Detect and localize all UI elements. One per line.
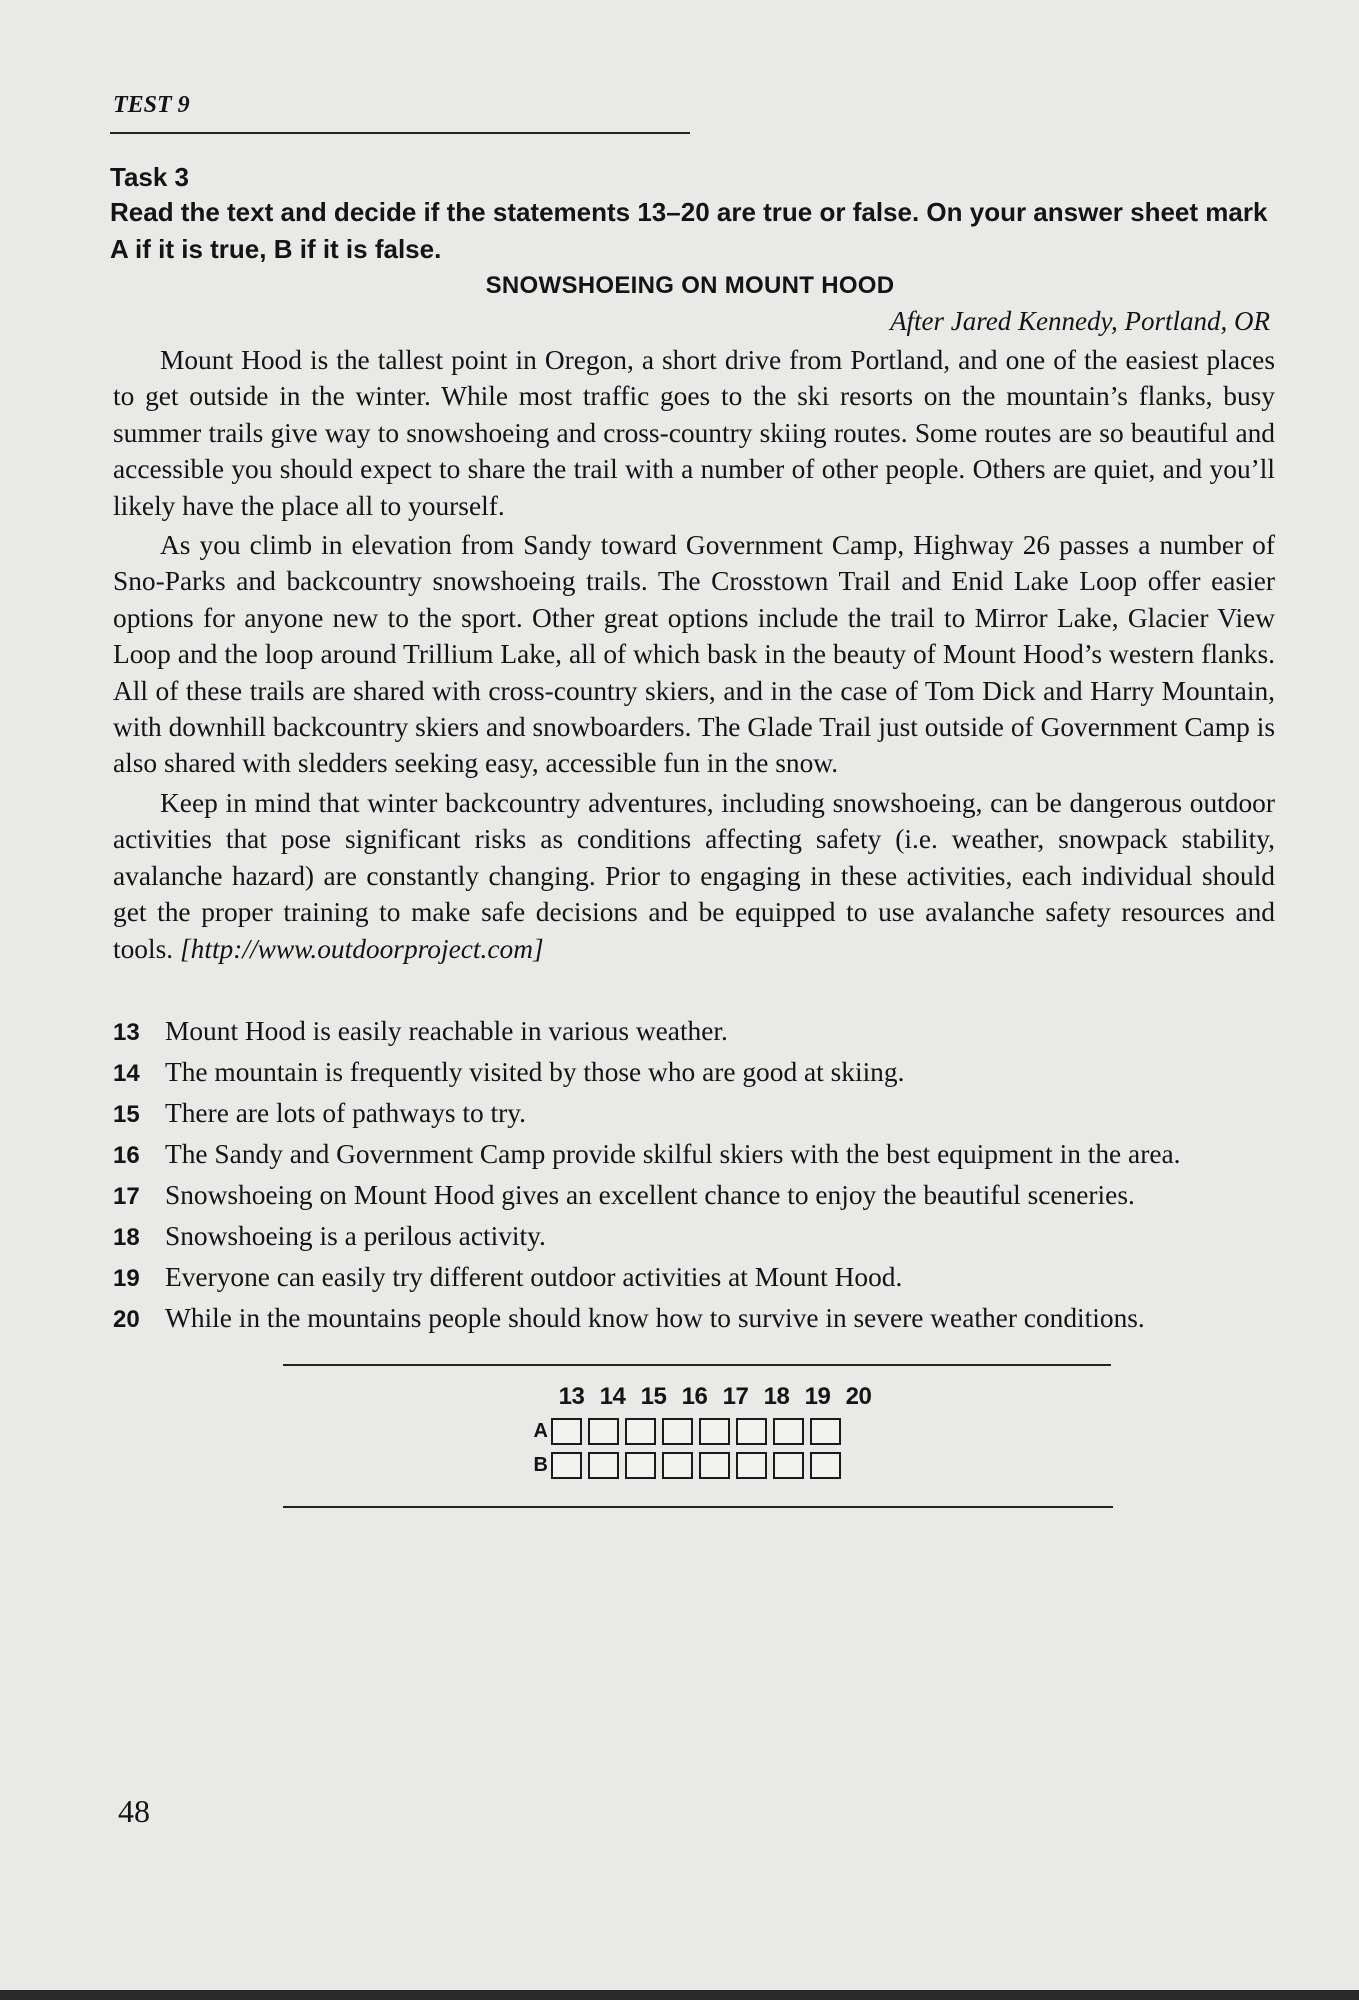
statement-number: 19 [113, 1265, 140, 1292]
answer-sheet-top-rule [283, 1364, 1111, 1366]
statement-text: Snowshoeing on Mount Hood gives an excellent chance to enjoy the beautiful sceneries. [165, 1180, 1135, 1210]
answer-row-label: B [533, 1453, 548, 1476]
answer-column-label: 15 [640, 1383, 667, 1410]
statement-number: 14 [113, 1060, 140, 1087]
header-rule [110, 132, 690, 134]
answer-grid [526, 1380, 879, 1482]
answer-column-label: 17 [722, 1383, 749, 1410]
article-title: SNOWSHOEING ON MOUNT HOOD [485, 272, 895, 299]
answer-checkbox-16b[interactable] [662, 1452, 693, 1479]
statement-item [113, 1094, 1283, 1135]
page-edge-shadow [0, 1990, 1359, 2000]
statement-number: 13 [113, 1019, 140, 1046]
answer-checkbox-18b[interactable] [736, 1452, 767, 1479]
task-instruction: Read the text and decide if the statements 13–20 are true or false. On your answer sheet mark A if it is true, B if it is false. [110, 197, 1268, 264]
answer-checkbox-19a[interactable] [773, 1418, 804, 1445]
answer-column-label: 20 [845, 1383, 872, 1410]
article-paragraph-1: Mount Hood is the tallest point in Oregon, a short drive from Portland, and one of the easiest places to get outside in the winter. While most traffic goes to the ski resorts on the mountain’s flanks, busy summer trails give way to snowshoeing and cross-country skiing routes. Some routes are so beautiful and accessible you should expect to share the trail with a number of other people. Others are quiet, and you’ll likely have the place all to yourself. [113, 345, 1275, 521]
answer-column-label: 14 [599, 1383, 626, 1410]
statement-item [113, 1176, 1283, 1217]
statement-item [113, 1299, 1283, 1340]
statement-number: 18 [113, 1224, 140, 1251]
article-paragraph-3-text: Keep in mind that winter backcountry adventures, including snowshoeing, can be dangerous outdoor activities that pose significant risks as conditions affecting safety (i.e. weather, snowpack stability, avalanche hazard) are constantly changing. Prior to engaging in these activities, each individual should get the proper training to make safe decisions and be equipped to use avalanche safety resources and tools. [113, 787, 1275, 964]
answer-column-label: 16 [681, 1383, 708, 1410]
article-source: [http://www.outdoorproject.com] [179, 933, 544, 964]
statement-text: Mount Hood is easily reachable in various weather. [165, 1016, 728, 1046]
statement-list [113, 1012, 1283, 1340]
statement-text: Everyone can easily try different outdoor activities at Mount Hood. [165, 1262, 903, 1292]
answer-checkbox-18a[interactable] [736, 1418, 767, 1445]
answer-row-a [526, 1414, 879, 1448]
answer-checkbox-19b[interactable] [773, 1452, 804, 1479]
test-label: TEST 9 [113, 92, 190, 118]
answer-checkbox-17a[interactable] [699, 1418, 730, 1445]
article-body [113, 342, 1275, 967]
answer-sheet-bottom-rule [283, 1506, 1113, 1508]
answer-checkbox-16a[interactable] [662, 1418, 693, 1445]
statement-item [113, 1012, 1283, 1053]
answer-row-b [526, 1448, 879, 1482]
answer-row-label: A [533, 1419, 548, 1442]
article-paragraph-2: As you climb in elevation from Sandy toward Government Camp, Highway 26 passes a number of Sno-Parks and backcountry snowshoeing trails. The Crosstown Trail and Enid Lake Loop offer easier options for anyone new to the sport. Other great options include the trail to Mirror Lake, Glacier View Loop and the loop around Trillium Lake, all of which bask in the beauty of Mount Hood’s western flanks. All of these trails are shared with cross-country skiers, and in the case of Tom Dick and Harry Mountain, with downhill backcountry skiers and snowboarders. The Glade Trail just outside of Government Camp is also shared with sledders seeking easy, accessible fun in the snow. [113, 530, 1275, 779]
article-author: After Jared Kennedy, Portland, OR [890, 306, 1270, 336]
answer-checkbox-13b[interactable] [551, 1452, 582, 1479]
statement-text: Snowshoeing is a perilous activity. [165, 1221, 546, 1251]
article-paragraph-3 [113, 785, 1275, 967]
statement-text: While in the mountains people should know how to survive in severe weather conditions. [165, 1303, 1145, 1333]
answer-grid-header [526, 1380, 879, 1414]
answer-checkbox-14b[interactable] [588, 1452, 619, 1479]
answer-checkbox-14a[interactable] [588, 1418, 619, 1445]
statement-item [113, 1258, 1283, 1299]
statement-text: The mountain is frequently visited by those who are good at skiing. [165, 1057, 905, 1087]
statement-number: 15 [113, 1101, 140, 1128]
answer-checkbox-17b[interactable] [699, 1452, 730, 1479]
answer-checkbox-13a[interactable] [551, 1418, 582, 1445]
statement-number: 20 [113, 1306, 140, 1333]
answer-column-label: 19 [804, 1383, 831, 1410]
statement-item [113, 1053, 1283, 1094]
answer-column-label: 13 [558, 1383, 585, 1410]
answer-checkbox-15a[interactable] [625, 1418, 656, 1445]
answer-checkbox-20a[interactable] [810, 1418, 841, 1445]
statement-text: There are lots of pathways to try. [165, 1098, 527, 1128]
answer-column-label: 18 [763, 1383, 790, 1410]
statement-number: 16 [113, 1142, 140, 1169]
task-title: Task 3 [110, 162, 190, 192]
answer-checkbox-20b[interactable] [810, 1452, 841, 1479]
statement-text: The Sandy and Government Camp provide skilful skiers with the best equipment in the area. [165, 1139, 1181, 1169]
statement-item [113, 1135, 1283, 1176]
statement-number: 17 [113, 1183, 140, 1210]
page-number: 48 [118, 1793, 150, 1829]
statement-item [113, 1217, 1283, 1258]
answer-checkbox-15b[interactable] [625, 1452, 656, 1479]
